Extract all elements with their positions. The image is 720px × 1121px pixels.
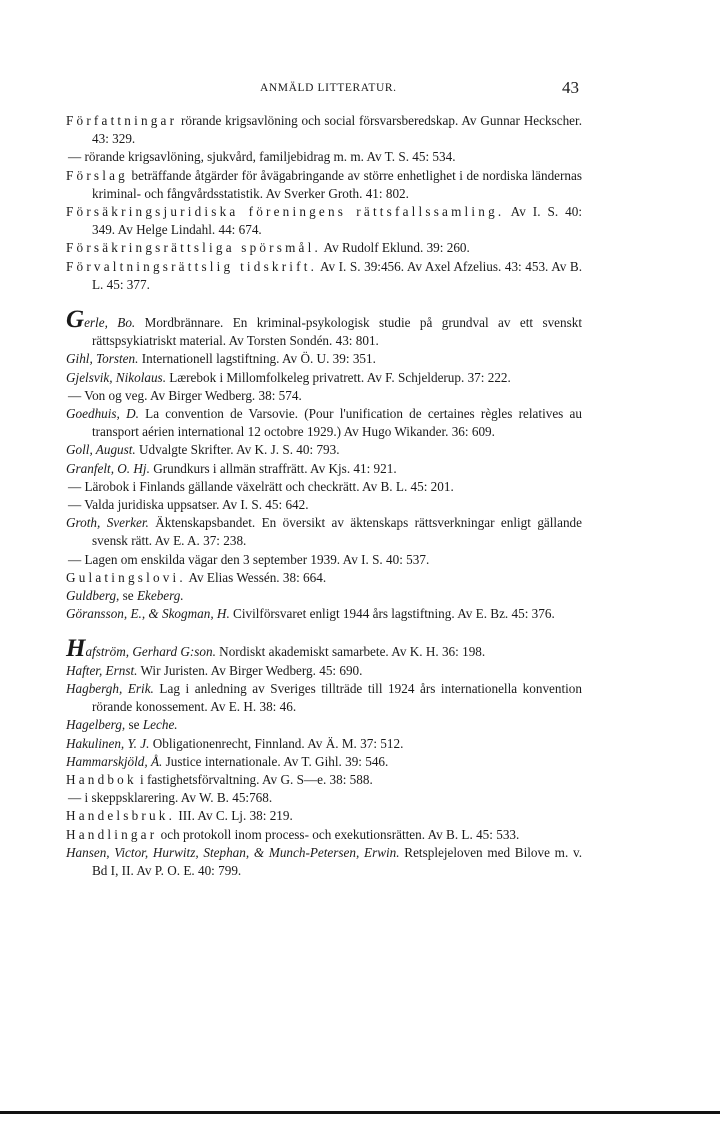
index-entry: [66, 680, 582, 716]
entry-text: Udvalgte Skrifter. Av K. J. S. 40: 793.: [135, 442, 340, 458]
index-entry: [66, 258, 582, 294]
cross-reference: Ekeberg.: [136, 588, 184, 604]
index-entry: [66, 148, 582, 166]
index-entry: [66, 239, 582, 257]
entry-text: Nordiskt akademiskt samarbete. Av K. H. 36: 198.: [215, 644, 486, 660]
entry-text: La convention de Varsovie. (Pour l'unification de certaines règles relatives au transport aérien international 12 octobre 1929.) Av Hugo Wikander. 36: 609.: [92, 406, 582, 440]
entry-author: erle, Bo.: [84, 315, 136, 331]
entry-author: Guldberg,: [66, 588, 120, 604]
index-entry: [66, 789, 582, 807]
index-entry: [66, 569, 582, 587]
entry-text: Wir Juristen. Av Birger Wedberg. 45: 690.: [137, 662, 363, 678]
page-number: 43: [562, 78, 579, 97]
entry-heading: Försäkringsrättsliga spörsmål.: [66, 240, 321, 256]
entry-author: afström, Gerhard G:son.: [85, 644, 216, 660]
entry-heading: Författningar: [66, 113, 178, 128]
entry-text: Civilförsvaret enligt 1944 års lagstiftning. Av E. Bz. 45: 376.: [229, 606, 555, 622]
cross-reference: Leche.: [142, 717, 178, 733]
entry-text: Av I. S. 40: 349. Av Helge Lindahl. 44: 674.: [92, 204, 582, 238]
entry-author: Gjelsvik, Nikolaus.: [66, 369, 166, 385]
entry-author: Hafter, Ernst.: [66, 662, 138, 678]
index-entry: [66, 478, 582, 496]
index-entry: [66, 112, 582, 148]
index-entry: [66, 716, 582, 734]
entry-text: Lærebok i Millomfolkeleg privatrett. Av F. Schjelderup. 37: 222.: [166, 369, 511, 385]
index-entry: [66, 844, 582, 880]
section-initial-g: G: [66, 306, 85, 334]
entry-heading: Handelsbruk.: [66, 808, 176, 824]
entry-text: rörande krigsavlöning och social försvarsberedskap. Av Gunnar Heckscher. 43: 329.: [92, 113, 582, 147]
entry-heading: Gulatingslovi.: [66, 569, 186, 585]
entry-author: Goedhuis, D.: [66, 406, 139, 422]
entry-author: Hagbergh, Erik.: [66, 680, 154, 696]
index-entry: [66, 551, 582, 569]
entry-text: Äktenskapsbandet. En översikt av äktenskaps rättsverkningar enligt gällande svensk rätt. Av E. A. 37: 238.: [92, 515, 582, 549]
entry-text: beträffande åtgärder för åvägabringande av större enhetlighet i de nordiska ländernas kriminal- och fångvårdsstatistik. Av Sverker Groth. 41: 802.: [92, 167, 582, 201]
entry-text: — Lärobok i Finlands gällande växelrätt och checkrätt. Av B. L. 45: 201.: [68, 478, 454, 494]
index-entry: [66, 635, 582, 663]
entry-heading: Försäkringsjuridiska föreningens rättsfallssamling.: [66, 204, 505, 220]
index-entry: [66, 771, 582, 789]
entry-author: Hansen, Victor, Hurwitz, Stephan, & Munch-Petersen, Erwin.: [66, 844, 400, 860]
entry-heading: Handlingar: [66, 826, 158, 842]
entry-heading: Handbok: [66, 771, 137, 787]
entry-text: — i skeppsklarering. Av W. B. 45:768.: [68, 790, 273, 806]
entry-author: Hammarskjöld, Å.: [66, 753, 163, 769]
index-entry: [66, 405, 582, 441]
scan-bottom-edge: [0, 1111, 720, 1114]
entry-text: III. Av C. Lj. 38: 219.: [175, 808, 293, 824]
index-entry: [66, 826, 582, 844]
entry-text: Av I. S. 39:456. Av Axel Afzelius. 43: 453. Av B. L. 45: 377.: [92, 258, 582, 292]
section-gap: [66, 623, 582, 643]
index-entry: [66, 460, 582, 478]
entry-text: — Lagen om enskilda vägar den 3 september 1939. Av I. S. 40: 537.: [68, 551, 430, 567]
page-header: [0, 78, 720, 102]
index-entry: [66, 753, 582, 771]
entry-text: Av Rudolf Eklund. 39: 260.: [320, 240, 470, 256]
index-entry: [66, 350, 582, 368]
entry-text: — Von og veg. Av Birger Wedberg. 38: 574.: [68, 387, 302, 403]
entry-heading: Förslag: [66, 167, 128, 183]
entry-text: i fastighetsförvaltning. Av G. S—e. 38: 588.: [136, 771, 373, 787]
index-entry: [66, 807, 582, 825]
entry-text: Retsplejeloven med Bilove m. v. Bd I, II. Av P. O. E. 40: 799.: [92, 844, 582, 878]
entry-author: Gihl, Torsten.: [66, 351, 139, 367]
index-entry: [66, 514, 582, 550]
entry-author: Göransson, E., & Skogman, H.: [66, 606, 230, 622]
entry-text: — rörande krigsavlöning, sjukvård, familjebidrag m. m. Av T. S. 45: 534.: [68, 149, 456, 165]
entry-text: se: [125, 717, 143, 733]
index-entry: [66, 306, 583, 350]
entry-text: och protokoll inom process- och exekutionsrätten. Av B. L. 45: 533.: [157, 826, 520, 842]
entry-author: Goll, August.: [66, 442, 136, 458]
index-entry: [66, 203, 582, 239]
index-entry: [66, 605, 582, 623]
index-entry: [66, 735, 582, 753]
entry-text: Obligationenrecht, Finnland. Av Ä. M. 37: 512.: [149, 735, 404, 751]
entry-text: Mordbrännare. En kriminal-psykologisk studie på grundval av ett svenskt rättspsykiatriskt material. Av Torsten Sondén. 43: 801.: [92, 315, 583, 349]
running-head: ANMÄLD LITTERATUR.: [260, 82, 397, 94]
entry-text: Av Elias Wessén. 38: 664.: [185, 569, 327, 585]
index-entry: [66, 587, 582, 605]
entry-author: Hakulinen, Y. J.: [66, 735, 150, 751]
index-entry: [66, 662, 582, 680]
entry-text: Lag i anledning av Sveriges tillträde till 1924 års internationella konvention rörande konossement. Av E. H. 38: 46.: [92, 680, 582, 715]
entry-text: Justice internationale. Av T. Gihl. 39: 546.: [162, 753, 389, 769]
entry-heading: Förvaltningsrättslig tidskrift.: [66, 258, 318, 274]
index-entry: [66, 387, 582, 405]
index-entry: [66, 441, 582, 459]
entry-text: Internationell lagstiftning. Av Ö. U. 39: 351.: [138, 351, 376, 367]
entry-author: Hagelberg,: [66, 717, 126, 733]
entry-text: — Valda juridiska uppsatser. Av I. S. 45: 642.: [68, 497, 309, 513]
section-initial-h: H: [66, 635, 86, 663]
entry-text: se: [119, 588, 137, 604]
index-entry: [66, 496, 582, 514]
entry-text: Grundkurs i allmän straffrätt. Av Kjs. 41: 921.: [149, 460, 397, 476]
index-listing: [66, 112, 582, 880]
index-entry: [66, 167, 582, 203]
section-gap: [66, 294, 582, 314]
entry-author: Granfelt, O. Hj.: [66, 460, 150, 476]
entry-author: Groth, Sverker.: [66, 515, 149, 531]
index-entry: [66, 369, 582, 387]
